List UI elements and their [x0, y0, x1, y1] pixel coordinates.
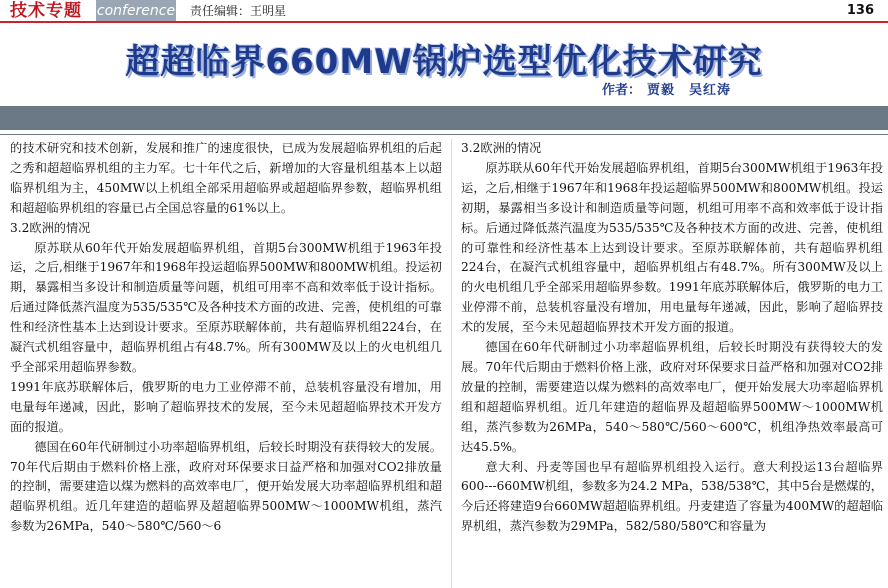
header-rule	[0, 21, 888, 23]
left-column	[10, 139, 442, 588]
title-divider-line	[0, 134, 888, 135]
author-label: 作者：	[602, 83, 642, 98]
page-number: 136	[846, 3, 874, 18]
right-column	[461, 139, 883, 588]
column-tag-en: conference	[96, 0, 176, 22]
editor-line: 责任编辑：王明星	[190, 4, 287, 18]
column-separator	[451, 139, 452, 588]
right-section-heading: 3.2欧洲的情况	[461, 141, 542, 155]
article-title: 超超临界660MW锅炉选型优化技术研究	[125, 42, 763, 82]
left-paragraph-3: 1991年底苏联解体后，俄罗斯的电力工业停滞不前，总装机容量没有增加，用电量每年递减，因此，影响了超临界技术的发展，至今未见超超临界技术开发方面的报道。	[10, 379, 442, 434]
author-line	[602, 79, 731, 98]
right-paragraph-1: 原苏联从60年代开始发展超临界机组，首期5台300MW机组于1963年投运，之后,相继于1967年和1968年投运超临界500MW和800MW机组。投运初期，暴露相当多设计和制造质量等问题，机组可用率不高和效率低于设计指标。后通过降低蒸汽温度为535/535℃及各种技术方面的改进、完善，使机组的可靠性和经济性基本上达到设计要求。至原苏联解体前，共有超临界机组224台，在凝汽式机组容量中，超临界机组占有48.7%。所有300MW及以上的火电机组几乎全部采用超临界参数。1991年底苏联解体后，俄罗斯的电力工业停滞不前，总装机容量没有增加，用电量每年递减，因此，影响了超临界技术的发展，至今未见超超临界技术开发方面的报道。	[461, 160, 883, 335]
left-paragraph-2: 原苏联从60年代开始发展超临界机组，首期5台300MW机组于1963年投运，之后,相继于1967年和1968年投运超临界500MW和800MW机组。投运初期，暴露相当多设计和制造质量等问题，机组可用率不高和效率低于设计指标。后通过降低蒸汽温度为535/535℃及各种技术方面的改进、完善，使机组的可靠性和经济性基本上达到设计要求。至原苏联解体前，共有超临界机组224台，在凝汽式机组容量中，超临界机组占有48.7%。所有300MW及以上的火电机组几乎全部采用超临界参数。	[10, 240, 442, 374]
left-paragraph-4: 德国在60年代研制过小功率超临界机组，后较长时期没有获得较大的发展。70年代后期由于燃料价格上涨，政府对环保要求日益严格和加强对CO2排放量的控制，需要建造以煤为燃料的高效率电厂，便开始发展大功率超临界机组和超超临界机组。近几年建造的超临界及超超临界500MW～1000MW机组，蒸汽参数为26MPa，540～580℃/560～6	[10, 439, 442, 534]
left-section-heading: 3.2欧洲的情况	[10, 220, 91, 235]
left-paragraph-1: 的技术研究和技术创新，发展和推广的速度很快，已成为发展超临界机组的后起之秀和超超临界机组的主力军。七十年代之后，新增加的大容量机组基本上以超临界机组为主，450MW以上机组全部采用超临界或超超临界参数，超临界机组和超超临界机组的容量已占全国总容量的61%以上。	[10, 141, 442, 215]
right-paragraph-3: 意大利、丹麦等国也早有超临界机组投入运行。意大利投运13台超临界600---660MW机组，参数多为24.2 MPa，538/538℃，其中5台是燃煤的，今后还将建造9台660MW超超临界机组。丹麦建造了容量为400MW的超超临界机组，蒸汽参数为29MPa，582/580/580℃和容量为	[461, 459, 883, 534]
right-paragraph-2: 德国在60年代研制过小功率超临界机组，后较长时期没有获得较大的发展。70年代后期由于燃料价格上涨，政府对环保要求日益严格和加强对CO2排放量的控制，需要建造以煤为燃料的高效率电厂，便开始发展大功率超临界机组和超超临界机组。近几年建造的超临界及超超临界500MW～1000MW机组，蒸汽参数为26MPa，540～580℃/560～600℃，机组净热效率最高可达45.5%。	[461, 340, 883, 454]
title-divider-band	[0, 106, 888, 130]
page-header	[0, 0, 888, 22]
column-tag: 技术专题	[10, 1, 82, 21]
author-names: 贾毅 吴红涛	[647, 83, 732, 98]
